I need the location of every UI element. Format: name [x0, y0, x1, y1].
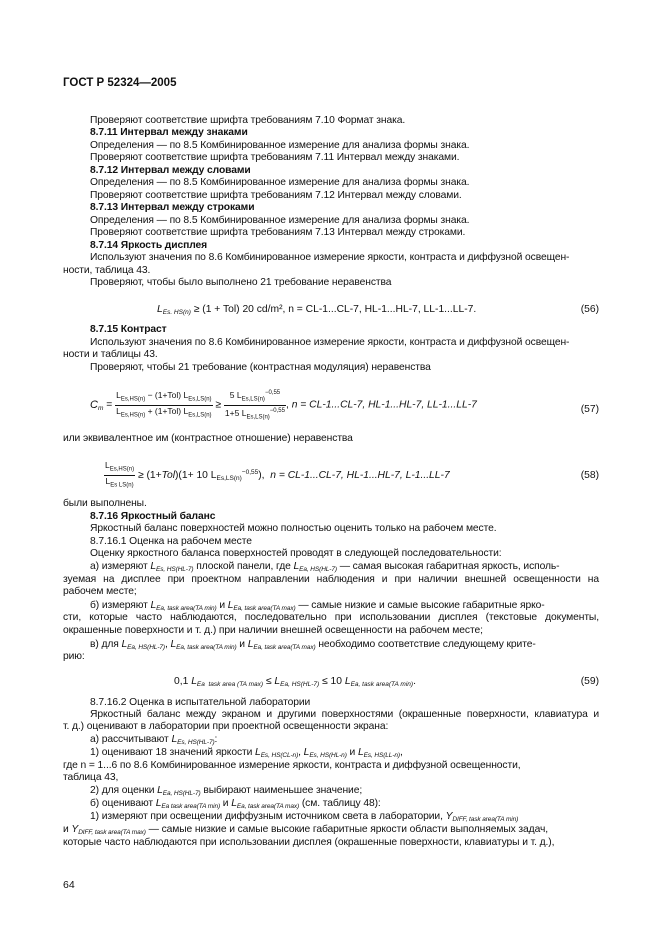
text-line: окрашенные поверхности и т. д.) при наличии внешней освещенности на рабочем месте;	[63, 625, 483, 636]
text-line: б) измеряют LEa, task area(TA min) и LEa, task area(TA max) — самые низкие и самые высокие габаритные ярко-	[90, 600, 545, 612]
section-heading-8-7-12: 8.7.12 Интервал между словами	[90, 165, 251, 176]
text-line: а) измеряют LEs, HS(HL-7) плоской панели, где LEa, HS(HL-7) — самая высокая габаритная яркость, исполь-	[90, 561, 560, 573]
text-line: Оценку яркостного баланса поверхностей проводят в следующей последовательности:	[90, 548, 502, 559]
text-line: Яркостный баланс между экраном и другими поверхностями (окрашенные поверхности, клавиатура и	[90, 709, 599, 720]
text-line: 8.7.16.1 Оценка на рабочем месте	[90, 536, 252, 547]
equation-57: Cm = $\frac{L_{Es,HS(n)} - (1+Tol) L_{Es,LS(n)}}{L_{Es,HS(n)} + (1+Tol) L_{Es,LS(n)}}$ ≥ $\frac{5 L_{Es,LS(n)}^{-0,55}}{1+5 L_{Es,LS(n)}^{-0,55}}$ , n = CL-1...CL-7, HL-1...HL-7, LL-1...LL-7	[90, 389, 477, 421]
text-line: 1) оценивают 18 значений яркости LEs, HS(CL-n), LEs, HS(HL-n) и LEs, HS(LL-n),	[90, 747, 403, 759]
text-line: где n = 1...6 по 8.6 Комбинированное измерение яркости, контраста и диффузной освещенности,	[63, 760, 521, 771]
text-line: Проверяют, чтобы было выполнено 21 требование неравенства	[90, 277, 392, 288]
text-line: а) рассчитывают LEs, HS(HL-7):	[90, 734, 218, 746]
text-line: Определения — по 8.5 Комбинированное измерение для анализа формы знака.	[90, 177, 470, 188]
text-line: Определения — по 8.5 Комбинированное измерение для анализа формы знака.	[90, 140, 470, 151]
text-line: рабочем месте;	[63, 586, 137, 597]
section-heading-8-7-15: 8.7.15 Контраст	[90, 324, 167, 335]
text-line: таблица 43,	[63, 772, 119, 783]
text-line: Проверяют, чтобы 21 требование (контрастная модуляция) неравенства	[90, 362, 431, 373]
equation-58: $\frac{L_{Es,HS(n)}}{L_{Es LS(n)}}$ ≥ (1+Tol)(1+ 10 $LEs,LS(n)^{-0,55}$), n = CL-1...CL-7, HL-1...HL-7, L-1...LL-7	[105, 460, 450, 489]
text-line: сти, которые часто наблюдаются, последовательно при использовании дисплея (текстовые документы,	[63, 612, 599, 623]
text-line: б) оценивают LEa task area(TA min) и LEa, task area(TA max) (см. таблицу 48):	[90, 798, 381, 810]
equation-number: (57)	[580, 404, 599, 415]
text-line: ности, таблица 43.	[63, 265, 151, 276]
text-line: 8.7.16.2 Оценка в испытательной лаборатории	[90, 697, 311, 708]
text-line: и YDIFF, task area(TA max) — самые низкие и самые высокие габаритные яркости области выполняемых задач,	[63, 824, 549, 836]
text-line: которые часто наблюдаются при использовании дисплея (окрашенные поверхности, клавиатуры и т. д.),	[63, 837, 555, 848]
section-heading-8-7-13: 8.7.13 Интервал между строками	[90, 202, 255, 213]
text-line: Проверяют соответствие шрифта требованиям 7.10 Формат знака.	[90, 115, 406, 126]
text-line: зуемая на дисплее при проектном направлении наблюдения и при наличии внешней освещенности на	[63, 574, 599, 585]
section-heading-8-7-16: 8.7.16 Яркостный баланс	[90, 511, 216, 522]
text-line: Яркостный баланс поверхностей можно полностью оценить только на рабочем месте.	[90, 523, 497, 534]
text-line: т. д.) оценивают в лаборатории при проектной освещенности экрана:	[63, 721, 389, 732]
section-heading-8-7-14: 8.7.14 Яркость дисплея	[90, 240, 208, 251]
section-heading-8-7-11: 8.7.11 Интервал между знаками	[90, 127, 248, 138]
page-header: ГОСТ Р 52324—2005	[63, 77, 177, 89]
equation-number: (59)	[580, 676, 599, 687]
text-line: Проверяют соответствие шрифта требованиям 7.11 Интервал между знаками.	[90, 152, 460, 163]
text-line: 1) измеряют при освещении диффузным источником света в лаборатории, YDIFF, task area(TA min)	[90, 811, 519, 823]
text-line: Проверяют соответствие шрифта требованиям 7.12 Интервал между словами.	[90, 190, 462, 201]
text-line: Определения — по 8.5 Комбинированное измерение для анализа формы знака.	[90, 215, 470, 226]
text-line: или эквивалентное им (контрастное отношение) неравенства	[63, 433, 353, 444]
equation-number: (58)	[580, 470, 599, 481]
text-line: Проверяют соответствие шрифта требованиям 7.13 Интервал между строками.	[90, 227, 466, 238]
text-line: 2) для оценки LEa, HS(HL-7) выбирают наименьшее значение;	[90, 785, 363, 797]
page-number: 64	[63, 879, 75, 891]
text-line: рию:	[63, 651, 85, 662]
equation-number: (56)	[580, 304, 599, 315]
text-line: в) для LEa, HS(HL-7), LEa, task area(TA min) и LEa, task area(TA max) необходимо соответствие следующему крите-	[90, 639, 536, 651]
equation-56: LEs. HS(n) ≥ (1 + Tol) 20 cd/m², n = CL-1...CL-7, HL-1...HL-7, LL-1...LL-7.	[157, 304, 477, 316]
text-line: Используют значения по 8.6 Комбинированное измерение яркости, контраста и диффузной освещен-	[90, 337, 570, 348]
text-line: были выполнены.	[63, 498, 147, 509]
text-line: Используют значения по 8.6 Комбинированное измерение яркости, контраста и диффузной освещен-	[90, 252, 570, 263]
text-line: ности и таблицы 43.	[63, 349, 158, 360]
equation-59: 0,1 LEa task area (TA max) ≤ LEa, HS(HL-7) ≤ 10 LEa, task area(TA min).	[174, 676, 416, 688]
